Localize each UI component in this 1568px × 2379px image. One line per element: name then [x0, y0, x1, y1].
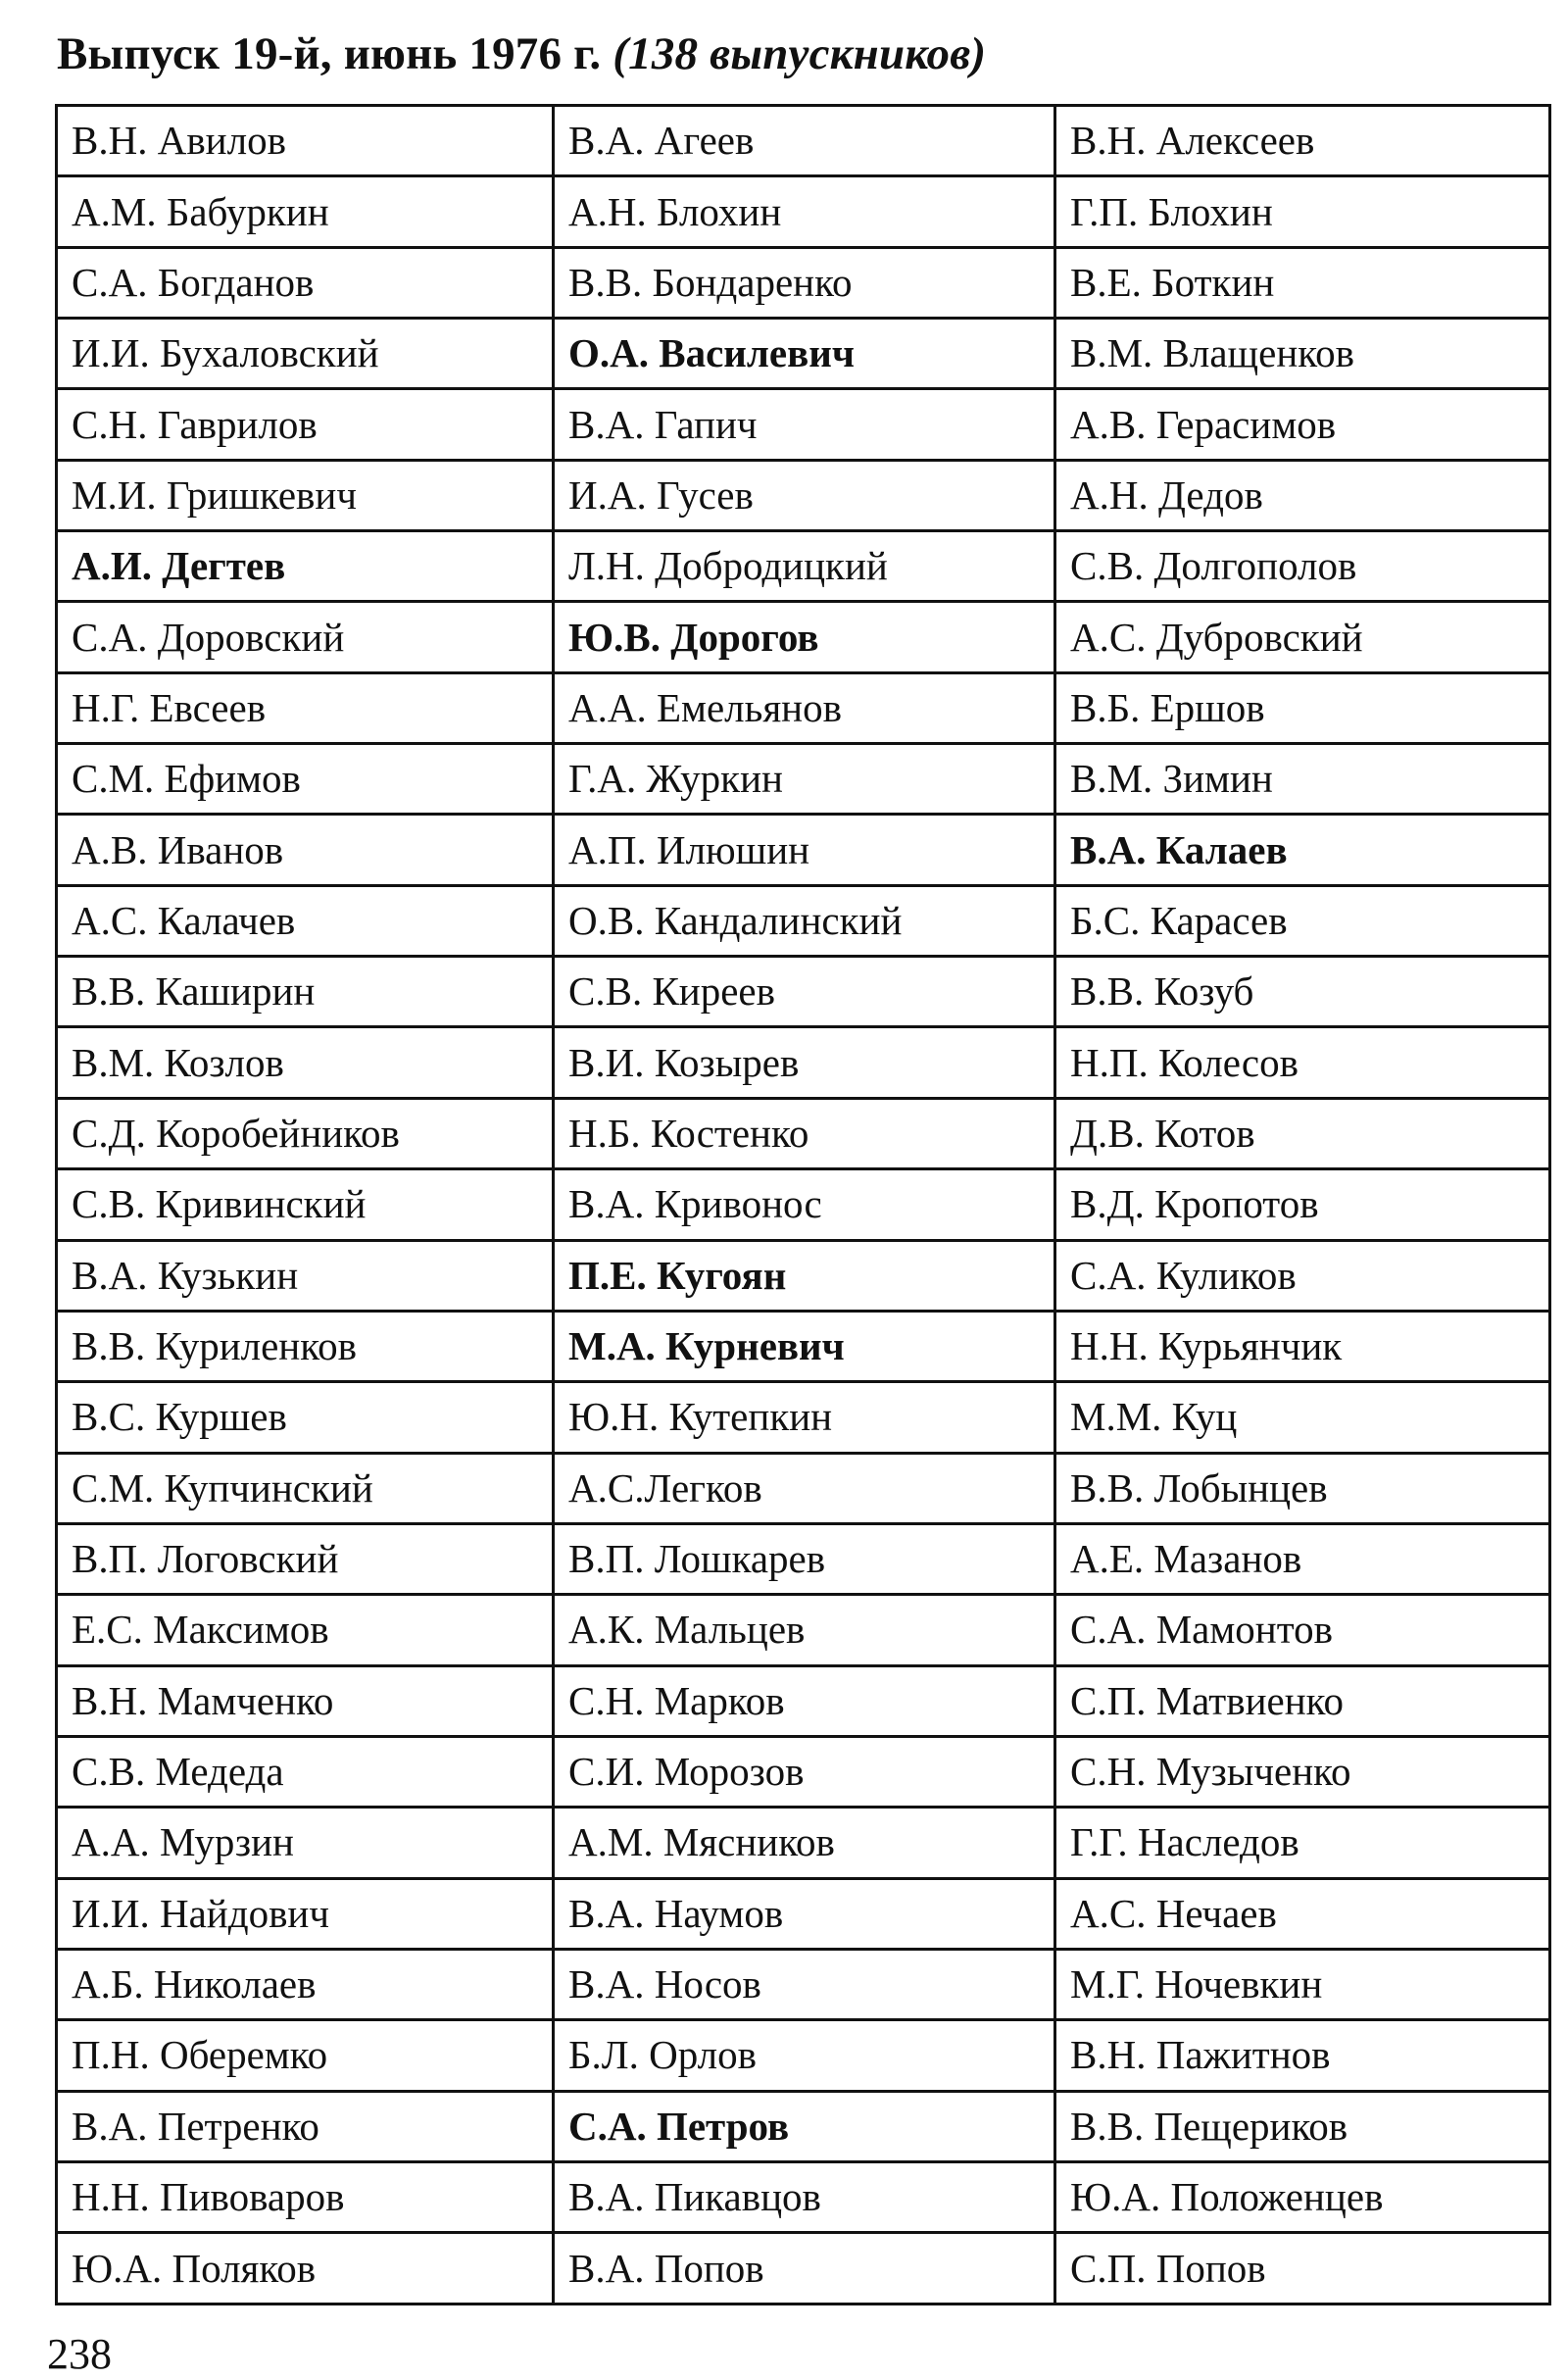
graduate-name-cell: В.М. Козлов: [57, 1027, 554, 1098]
graduate-name-cell: М.М. Куц: [1055, 1382, 1550, 1453]
graduate-name-cell: В.А. Кривонос: [554, 1169, 1055, 1240]
table-row: [57, 1382, 1550, 1453]
graduate-name-cell: С.В. Долгополов: [1055, 531, 1550, 602]
graduate-name-cell: А.М. Мясников: [554, 1808, 1055, 1878]
table-row: [57, 672, 1550, 743]
graduate-name-cell: В.В. Бондаренко: [554, 247, 1055, 318]
table-row: [57, 744, 1550, 815]
graduate-name-cell: В.В. Лобынцев: [1055, 1453, 1550, 1523]
graduate-name-cell: А.Н. Дедов: [1055, 460, 1550, 530]
graduate-name-cell: А.К. Мальцев: [554, 1595, 1055, 1665]
graduate-name-cell: С.П. Попов: [1055, 2233, 1550, 2305]
graduate-name-cell: В.В. Пещериков: [1055, 2091, 1550, 2161]
graduate-name-cell: С.Н. Марков: [554, 1665, 1055, 1736]
table-row: [57, 1665, 1550, 1736]
table-row: [57, 885, 1550, 956]
table-row: [57, 389, 1550, 460]
graduate-name-cell: И.И. Найдович: [57, 1878, 554, 1949]
table-row: [57, 2161, 1550, 2232]
table-row: [57, 1027, 1550, 1098]
graduate-name-cell: А.С. Нечаев: [1055, 1878, 1550, 1949]
graduate-name-cell: С.А. Куликов: [1055, 1240, 1550, 1311]
graduate-name-cell: В.М. Влащенков: [1055, 319, 1550, 389]
graduate-name-cell: Б.С. Карасев: [1055, 885, 1550, 956]
table-row: [57, 957, 1550, 1027]
graduate-name-cell: С.В. Кривинский: [57, 1169, 554, 1240]
graduate-name-cell: Н.Н. Пивоваров: [57, 2161, 554, 2232]
graduate-name-cell: В.А. Попов: [554, 2233, 1055, 2305]
graduate-name-cell: Г.П. Блохин: [1055, 176, 1550, 247]
graduate-name-cell: В.Н. Мамченко: [57, 1665, 554, 1736]
graduate-name-cell: В.В. Каширин: [57, 957, 554, 1027]
graduate-name-cell: С.П. Матвиенко: [1055, 1665, 1550, 1736]
graduate-name-cell: В.А. Наумов: [554, 1878, 1055, 1949]
graduate-name-cell: С.Д. Коробейников: [57, 1098, 554, 1168]
graduate-name-cell: А.А. Емельянов: [554, 672, 1055, 743]
page-number: 238: [47, 2330, 112, 2378]
graduate-name-cell: А.Б. Николаев: [57, 1949, 554, 2019]
graduate-name-cell: О.А. Василевич: [554, 319, 1055, 389]
graduate-name-cell: Ю.А. Положенцев: [1055, 2161, 1550, 2232]
heading-main: Выпуск 19-й, июнь 1976 г.: [57, 28, 602, 79]
page-heading: [57, 27, 986, 80]
table-row: [57, 1736, 1550, 1807]
graduate-name-cell: В.В. Козуб: [1055, 957, 1550, 1027]
graduate-name-cell: А.Е. Мазанов: [1055, 1523, 1550, 1594]
heading-graduate-count: (138 выпускников): [612, 28, 987, 79]
graduate-name-cell: В.Н. Пажитнов: [1055, 2020, 1550, 2091]
graduate-name-cell: В.А. Пикавцов: [554, 2161, 1055, 2232]
graduate-name-cell: А.Н. Блохин: [554, 176, 1055, 247]
graduate-name-cell: П.Е. Кугоян: [554, 1240, 1055, 1311]
graduate-name-cell: Д.В. Котов: [1055, 1098, 1550, 1168]
table-row: [57, 176, 1550, 247]
table-row: [57, 1240, 1550, 1311]
table-row: [57, 319, 1550, 389]
graduate-name-cell: А.С. Калачев: [57, 885, 554, 956]
table-row: [57, 1808, 1550, 1878]
graduate-name-cell: В.Б. Ершов: [1055, 672, 1550, 743]
graduate-name-cell: Г.Г. Наследов: [1055, 1808, 1550, 1878]
graduate-name-cell: А.А. Мурзин: [57, 1808, 554, 1878]
graduate-name-cell: В.Д. Кропотов: [1055, 1169, 1550, 1240]
table-row: [57, 815, 1550, 885]
table-row: [57, 1878, 1550, 1949]
graduate-name-cell: В.А. Калаев: [1055, 815, 1550, 885]
graduate-name-cell: Н.Н. Курьянчик: [1055, 1311, 1550, 1381]
graduate-name-cell: С.М. Ефимов: [57, 744, 554, 815]
graduate-name-cell: В.А. Петренко: [57, 2091, 554, 2161]
graduate-name-cell: С.В. Киреев: [554, 957, 1055, 1027]
graduate-name-cell: С.А. Богданов: [57, 247, 554, 318]
graduate-name-cell: В.Н. Авилов: [57, 106, 554, 176]
graduate-name-cell: С.М. Купчинский: [57, 1453, 554, 1523]
table-row: [57, 602, 1550, 672]
graduate-name-cell: А.И. Дегтев: [57, 531, 554, 602]
graduate-name-cell: В.И. Козырев: [554, 1027, 1055, 1098]
graduate-name-cell: Б.Л. Орлов: [554, 2020, 1055, 2091]
graduate-name-cell: Н.Б. Костенко: [554, 1098, 1055, 1168]
graduate-name-cell: Н.Г. Евсеев: [57, 672, 554, 743]
graduate-name-cell: В.С. Куршев: [57, 1382, 554, 1453]
graduate-name-cell: А.П. Илюшин: [554, 815, 1055, 885]
table-row: [57, 460, 1550, 530]
graduate-name-cell: А.С. Дубровский: [1055, 602, 1550, 672]
graduate-name-cell: В.В. Куриленков: [57, 1311, 554, 1381]
table-row: [57, 2091, 1550, 2161]
graduate-name-cell: Ю.Н. Кутепкин: [554, 1382, 1055, 1453]
table-row: [57, 1949, 1550, 2019]
table-row: [57, 106, 1550, 176]
table-row: [57, 247, 1550, 318]
graduate-name-cell: М.Г. Ночевкин: [1055, 1949, 1550, 2019]
graduate-name-cell: Л.Н. Добродицкий: [554, 531, 1055, 602]
graduate-name-cell: С.А. Мамонтов: [1055, 1595, 1550, 1665]
graduate-name-cell: С.А. Доровский: [57, 602, 554, 672]
graduate-name-cell: Г.А. Журкин: [554, 744, 1055, 815]
table-row: [57, 2233, 1550, 2305]
graduate-name-cell: С.Н. Музыченко: [1055, 1736, 1550, 1807]
graduate-name-cell: М.А. Курневич: [554, 1311, 1055, 1381]
graduate-name-cell: А.В. Герасимов: [1055, 389, 1550, 460]
graduate-name-cell: В.П. Логовский: [57, 1523, 554, 1594]
graduates-table: [55, 104, 1551, 2305]
graduate-name-cell: И.А. Гусев: [554, 460, 1055, 530]
graduate-name-cell: С.А. Петров: [554, 2091, 1055, 2161]
graduate-name-cell: В.А. Кузькин: [57, 1240, 554, 1311]
graduate-name-cell: Е.С. Максимов: [57, 1595, 554, 1665]
graduate-name-cell: А.М. Бабуркин: [57, 176, 554, 247]
graduate-name-cell: В.Н. Алексеев: [1055, 106, 1550, 176]
graduate-name-cell: М.И. Гришкевич: [57, 460, 554, 530]
graduate-name-cell: А.С.Легков: [554, 1453, 1055, 1523]
graduates-table-body: [57, 106, 1550, 2305]
graduate-name-cell: О.В. Кандалинский: [554, 885, 1055, 956]
graduate-name-cell: С.Н. Гаврилов: [57, 389, 554, 460]
graduate-name-cell: В.А. Носов: [554, 1949, 1055, 2019]
table-row: [57, 2020, 1550, 2091]
graduate-name-cell: В.П. Лошкарев: [554, 1523, 1055, 1594]
table-row: [57, 1169, 1550, 1240]
graduate-name-cell: И.И. Бухаловский: [57, 319, 554, 389]
graduate-name-cell: А.В. Иванов: [57, 815, 554, 885]
table-row: [57, 1595, 1550, 1665]
graduate-name-cell: Ю.А. Поляков: [57, 2233, 554, 2305]
graduate-name-cell: В.А. Гапич: [554, 389, 1055, 460]
graduate-name-cell: П.Н. Оберемко: [57, 2020, 554, 2091]
table-row: [57, 1453, 1550, 1523]
graduate-name-cell: С.В. Медеда: [57, 1736, 554, 1807]
table-row: [57, 531, 1550, 602]
graduate-name-cell: В.А. Агеев: [554, 106, 1055, 176]
graduate-name-cell: С.И. Морозов: [554, 1736, 1055, 1807]
graduate-name-cell: В.М. Зимин: [1055, 744, 1550, 815]
graduate-name-cell: Ю.В. Дорогов: [554, 602, 1055, 672]
table-row: [57, 1523, 1550, 1594]
table-row: [57, 1098, 1550, 1168]
table-row: [57, 1311, 1550, 1381]
graduate-name-cell: Н.П. Колесов: [1055, 1027, 1550, 1098]
graduate-name-cell: В.Е. Боткин: [1055, 247, 1550, 318]
